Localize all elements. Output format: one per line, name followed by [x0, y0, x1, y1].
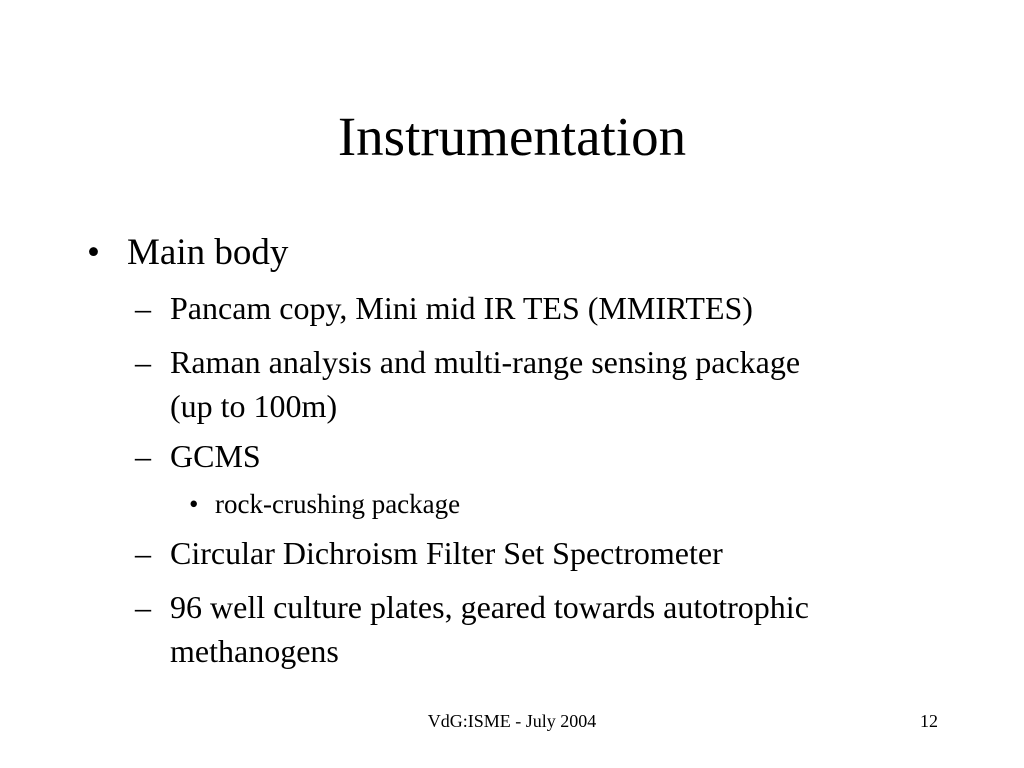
sub-bullet-text: Raman analysis and multi-range sensing package (up to 100m): [170, 344, 801, 424]
dash-marker: –: [135, 438, 151, 474]
dash-marker: –: [135, 344, 151, 380]
dash-marker: –: [135, 589, 151, 625]
sub-bullet-text: Pancam copy, Mini mid IR TES (MMIRTES): [170, 290, 753, 326]
sub-bullet-text: GCMS: [170, 438, 261, 474]
sub-bullet-text: Circular Dichroism Filter Set Spectrometer: [170, 535, 723, 571]
footer-text: VdG:ISME - July 2004: [427, 711, 597, 731]
bullet-marker: •: [87, 232, 100, 273]
bullet-marker: •: [189, 489, 199, 519]
slide-title: Instrumentation: [337, 106, 687, 167]
sub-bullet-text: 96 well culture plates, geared towards autotrophic methanogens: [170, 589, 809, 669]
bullet-text: Main body: [127, 232, 289, 273]
sub-sub-bullet-text: rock-crushing package: [215, 489, 461, 519]
dash-marker: –: [135, 535, 151, 571]
page-number: 12: [920, 711, 938, 731]
dash-marker: –: [135, 290, 151, 326]
